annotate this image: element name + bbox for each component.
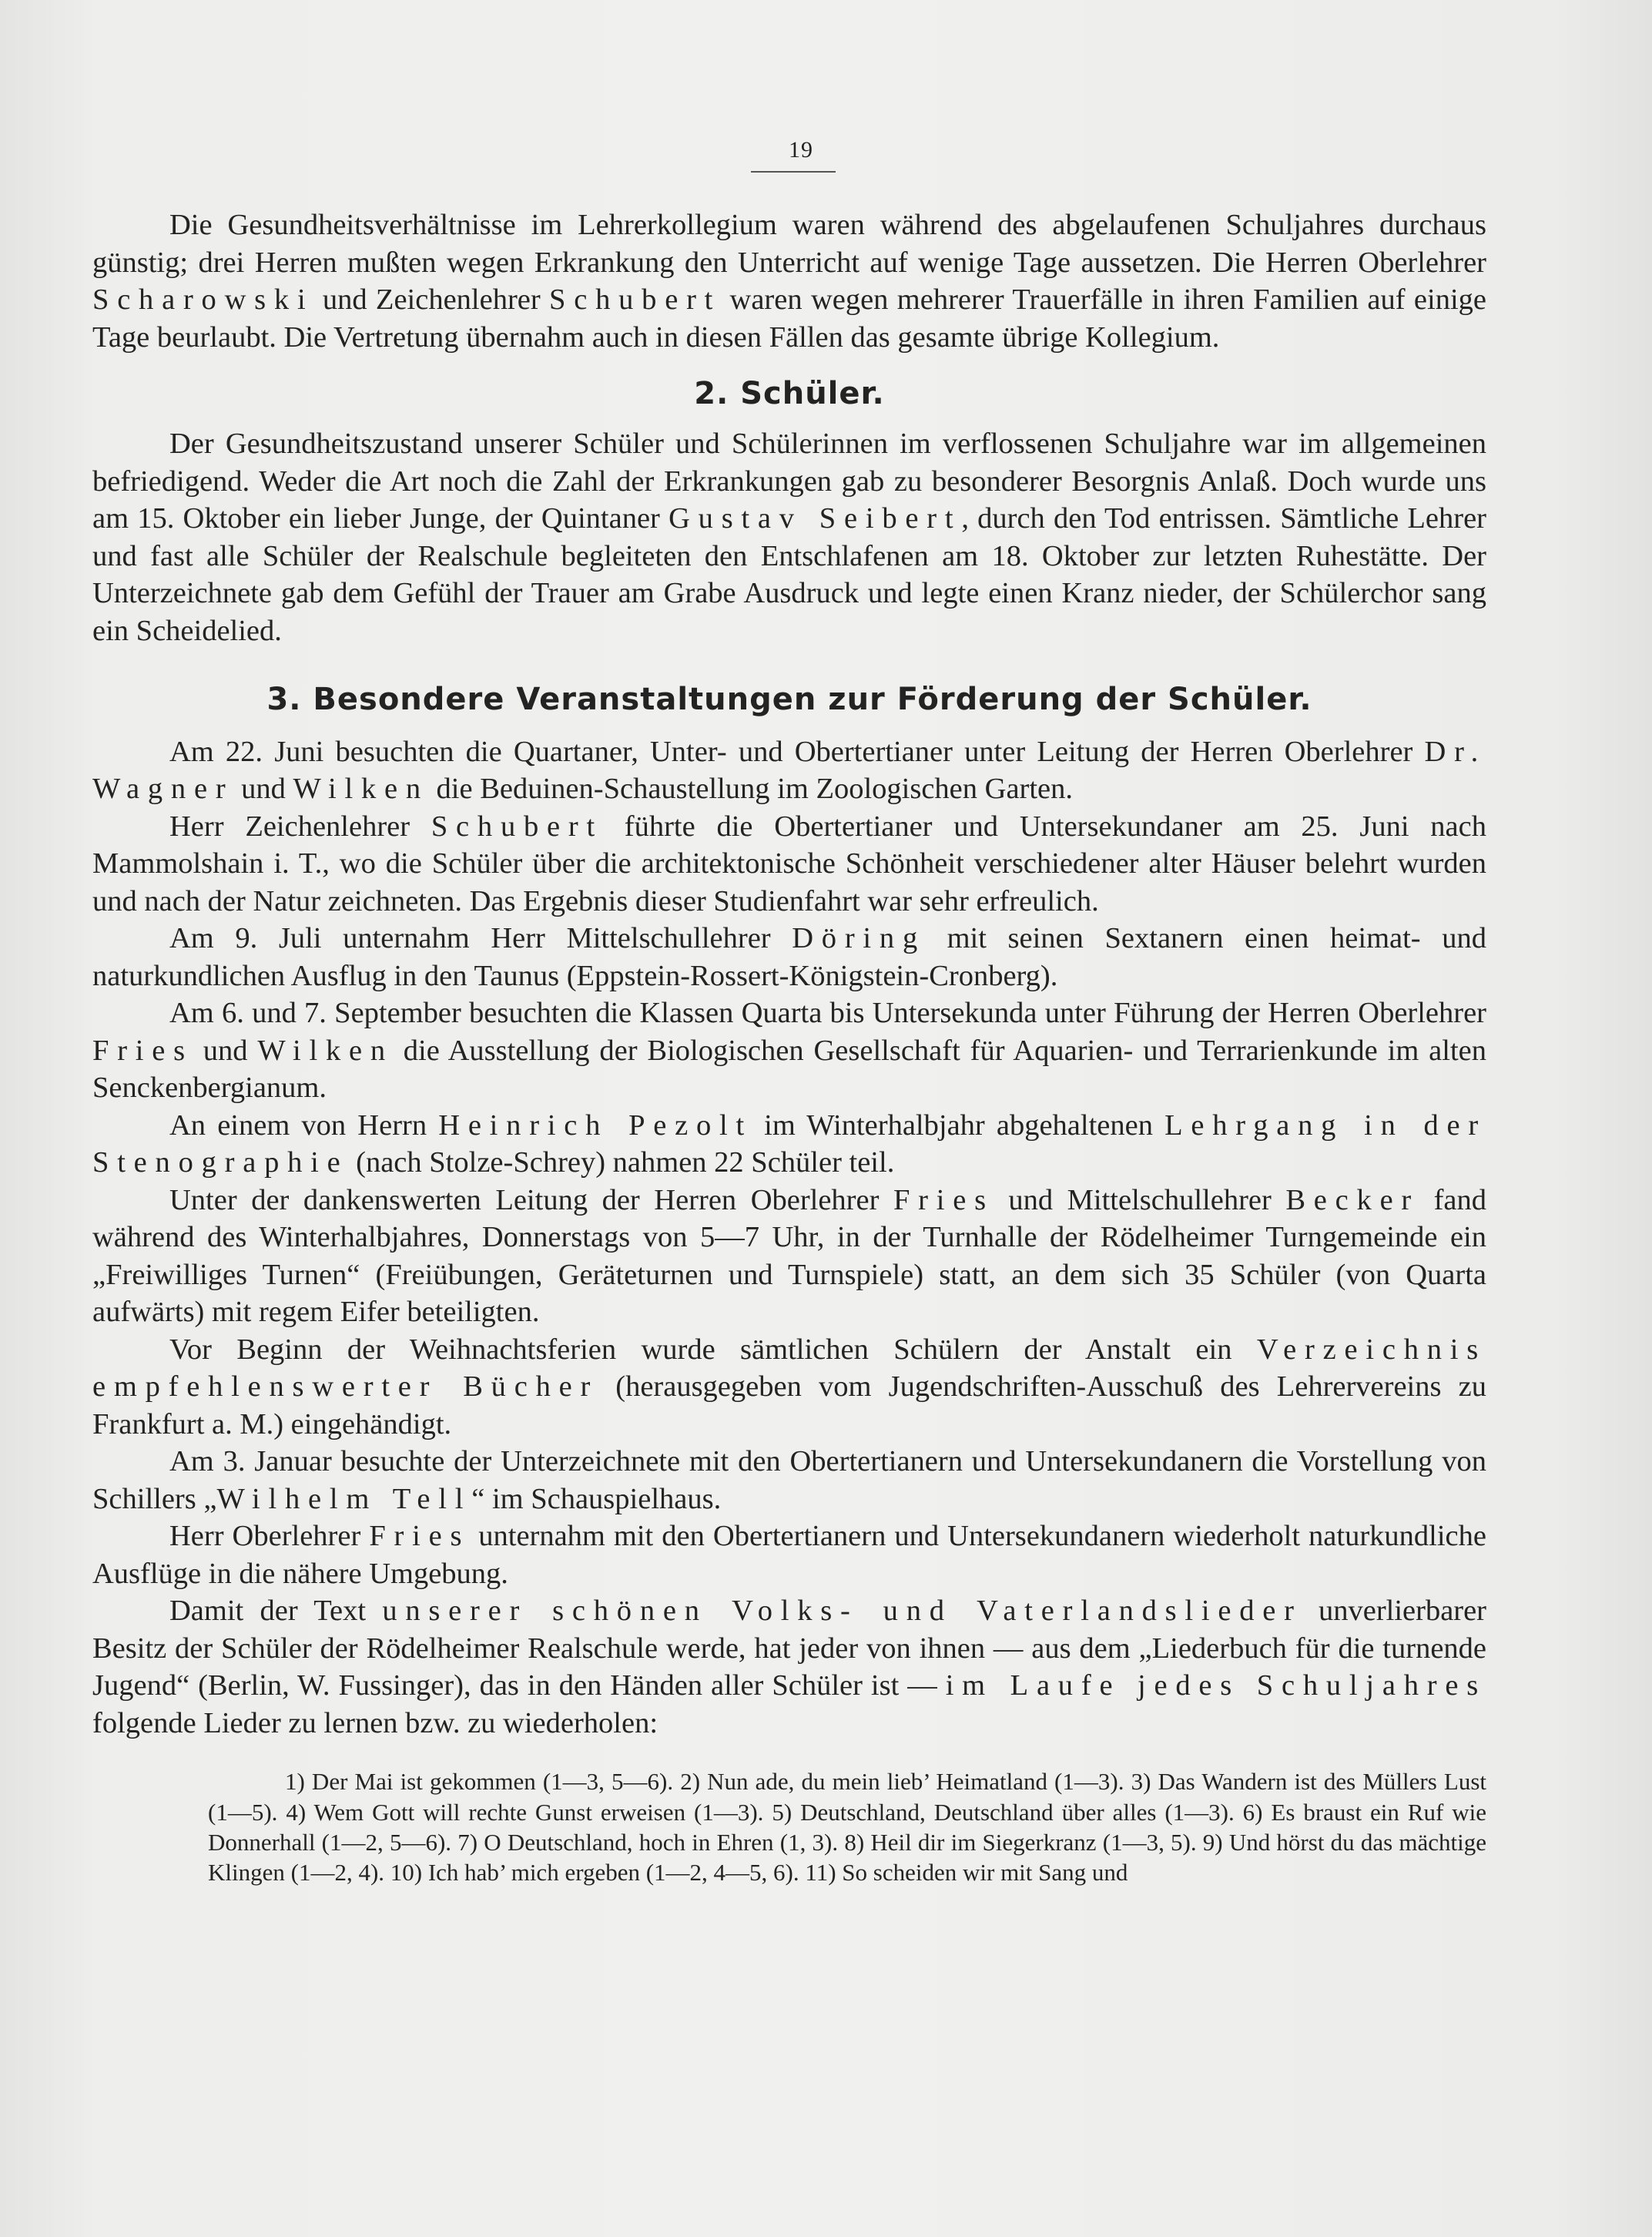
paragraph-wilhelm-tell: Am 3. Januar besuchte der Unterzeichnete mit den Obertertianern und Untersekundanern die Vorstellung von Schillers „Wilhelm Tell“ im Schauspielhaus. [92, 1445, 1486, 1515]
paragraph-songs: Damit der Text unserer schönen Volks- und Vaterlandslieder unverlierbarer Besitz der Schüler der Rödelheimer Realschule werde, hat jeder von ihnen — aus dem „Liederbuch für die turnende Jugend“ (Berlin, W. Fussinger), das in den Händen aller Schüler ist — im Laufe jedes Schuljahres folgende Lieder zu lernen bzw. zu wiederholen: [92, 1595, 1487, 1739]
paragraph-teacher-health: Die Gesundheitsverhältnisse im Lehrerkollegium waren während des abgelaufenen Schuljahres durchaus günstig; drei Herren mußten wegen Erkrankung den Unterricht auf wenige Tage aussetzen. Die Herren Oberlehrer Scharowski und Zeichenlehrer Schubert waren wegen mehrerer Trauerfälle in ihren Familien auf einige Tage beurlaubt. Die Vertretung übernahm auch in diesen Fällen das gesamte übrige Kollegium. [92, 209, 1486, 354]
paragraph-excursions: Herr Oberlehrer Fries unternahm mit den Obertertianern und Untersekundanern wiederholt naturkundliche Ausflüge in die nähere Umgebung. [92, 1520, 1486, 1590]
section-heading-events: 3. Besondere Veranstaltungen zur Förderung der Schüler. [266, 682, 1312, 718]
paragraph-june-22: Am 22. Juni besuchten die Quartaner, Unter- und Obertertianer unter Leitung der Herren Oberlehrer Dr. Wagner und Wilken die Beduinen-Schaustellung im Zoologischen Garten. [92, 735, 1486, 806]
paragraph-june-25: Herr Zeichenlehrer Schubert führte die Obertertianer und Untersekundaner am 25. Juni nach Mammolshain i. T., wo die Schüler über die architektonische Schönheit verschiedener alter Häuser belehrt wurden und nach der Natur zeichneten. Das Ergebnis dieser Studienfahrt war sehr erfreulich. [92, 810, 1486, 917]
paragraph-september: Am 6. und 7. September besuchten die Klassen Quarta bis Untersekunda unter Führung der Herren Oberlehrer Fries und Wilken die Ausstellung der Biologischen Gesellschaft für Aquarien- und Terrarienkunde im alten Senckenbergianum. [92, 997, 1486, 1105]
page-content [92, 206, 1486, 1888]
paragraph-stenography: An einem von Herrn Heinrich Pezolt im Winterhalbjahr abgehaltenen Lehrgang in der Stenographie (nach Stolze-Schrey) nahmen 22 Schüler teil. [92, 1108, 1487, 1179]
paragraph-july-9: Am 9. Juli unternahm Herr Mittelschullehrer Döring mit seinen Sextanern einen heimat- und naturkundlichen Ausflug in den Taunus (Eppstein-Rossert-Königstein-Cronberg). [92, 922, 1486, 992]
paragraph-student-health: Der Gesundheitszustand unserer Schüler und Schülerinnen im verflossenen Schuljahre war im allgemeinen befriedigend. Weder die Art noch die Zahl der Erkrankungen gab zu besonderer Besorgnis Anlaß. Doch wurde uns am 15. Oktober ein lieber Junge, der Quintaner Gustav Seibert, durch den Tod entrissen. Sämtliche Lehrer und fast alle Schüler der Realschule begleiteten den Entschlafenen am 18. Oktober zur letzten Ruhestätte. Der Unterzeichnete gab dem Gefühl der Trauer am Grabe Ausdruck und legte einen Kranz nieder, der Schülerchor sang ein Scheidelied. [92, 428, 1486, 647]
footnote-song-list [92, 1766, 1486, 1887]
footnote-text: 1) Der Mai ist gekommen (1—3, 5—6). 2) Nun ade, du mein lieb’ Heimatland (1—3). 3) Das Wandern ist des Müllers Lust (1—5). 4) Wem Gott will rechte Gunst erweisen (1—3). 5) Deutschland, Deutschland über alles (1—3). 6) Es braust ein Ruf wie Donnerhall (1—2, 5—6). 7) O Deutschland, hoch in Ehren (1, 3). 8) Heil dir im Siegerkranz (1—3, 5). 9) Und hörst du das mächtige Klingen (1—2, 4). 10) Ich hab’ mich ergeben (1—2, 4—5, 6). 11) So scheiden wir mit Sang und [208, 1768, 1486, 1887]
section-heading-students: 2. Schüler. [694, 376, 885, 411]
page-number-rule [751, 171, 836, 173]
paragraph-gymnastics: Unter der dankenswerten Leitung der Herren Oberlehrer Fries und Mittelschullehrer Becker fand während des Winterhalbjahres, Donnerstags von 5—7 Uhr, in der Turnhalle der Rödelheimer Turngemeinde ein „Freiwilliges Turnen“ (Freiübungen, Geräteturnen und Turnspiele) statt, an dem sich 35 Schüler (von Quarta aufwärts) mit regem Eifer beteiligten. [92, 1183, 1486, 1329]
page-number: 19 [789, 137, 813, 163]
paragraph-book-list: Vor Beginn der Weihnachtsferien wurde sämtlichen Schülern der Anstalt ein Verzeichnis empfehlenswerter Bücher (herausgegeben vom Jugendschriften-Ausschuß des Lehrervereins zu Frankfurt a. M.) eingehändigt. [92, 1333, 1486, 1440]
